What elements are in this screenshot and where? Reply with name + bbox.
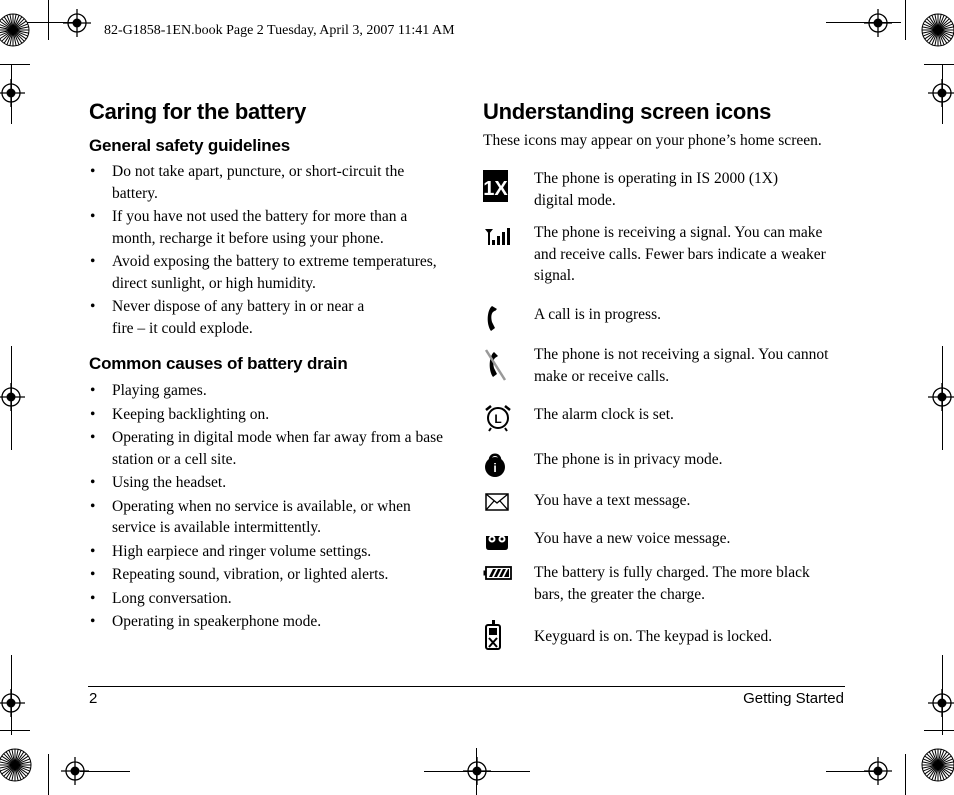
privacy-lock-icon [483, 449, 513, 479]
page-number: 2 [89, 690, 98, 707]
battery-title: Caring for the battery [89, 99, 307, 124]
icons-title: Understanding screen icons [483, 99, 772, 124]
1x-digital-icon [483, 168, 513, 198]
list-item: • Never dispose of any battery in or near a fire – it could explode. [89, 296, 454, 339]
list-item: • Do not take apart, puncture, or short-circuit the battery. [89, 161, 454, 204]
no-signal-icon [483, 344, 513, 374]
call-in-progress-icon [483, 304, 513, 334]
battery-full-icon [483, 562, 513, 592]
icon-description: The phone is in privacy mode. [534, 451, 723, 468]
footer-rule [88, 686, 845, 687]
icon-description: Keyguard is on. The keypad is locked. [534, 628, 773, 645]
list-item: • Using the headset. [89, 472, 454, 494]
list-item: • Playing games. [89, 380, 454, 402]
page-slug: 82-G1858-1EN.book Page 2 Tuesday, April 3, 2007 11:41 AM [104, 23, 455, 38]
icon-description: The battery is fully charged. The more black bars, the greater the charge. [534, 564, 810, 603]
safety-list [89, 161, 454, 341]
drain-list [89, 380, 454, 635]
list-item: • Avoid exposing the battery to extreme temperatures, direct sunlight, or high humidity. [89, 251, 454, 294]
privacy-glyph: i [493, 461, 497, 475]
icons-intro: These icons may appear on your phone’s home screen. [483, 132, 822, 149]
icon-description: A call is in progress. [534, 306, 661, 323]
list-item: • Long conversation. [89, 588, 454, 610]
drain-heading: Common causes of battery drain [89, 354, 348, 373]
icon-description: The phone is receiving a signal. You can make and receive calls. Fewer bars indicate a weaker signal. [534, 224, 826, 284]
section-name: Getting Started [743, 690, 844, 707]
alarm-clock-icon [483, 404, 513, 434]
icon-description: The phone is not receiving a signal. You cannot make or receive calls. [534, 346, 829, 385]
list-item: • If you have not used the battery for more than a month, recharge it before using your phone. [89, 206, 454, 249]
icon-description: You have a text message. [534, 492, 691, 509]
list-item: • High earpiece and ringer volume settings. [89, 541, 454, 563]
list-item: • Keeping backlighting on. [89, 404, 454, 426]
list-item: • Operating in digital mode when far away from a base station or a cell site. [89, 427, 454, 470]
voice-message-icon [483, 528, 513, 558]
keyguard-icon [483, 626, 513, 656]
signal-bars-icon [483, 222, 513, 252]
icon-description: The phone is operating in IS 2000 (1X) digital mode. [534, 170, 779, 209]
list-item: • Operating in speakerphone mode. [89, 611, 454, 633]
1x-glyph: 1X [483, 178, 508, 200]
icon-description: The alarm clock is set. [534, 406, 674, 423]
alarm-glyph: L [494, 412, 502, 426]
icon-description: You have a new voice message. [534, 530, 731, 547]
safety-heading: General safety guidelines [89, 136, 290, 155]
list-item: • Repeating sound, vibration, or lighted alerts. [89, 564, 454, 586]
list-item: • Operating when no service is available, or when service is available intermittently. [89, 496, 454, 539]
text-message-icon [483, 490, 513, 520]
